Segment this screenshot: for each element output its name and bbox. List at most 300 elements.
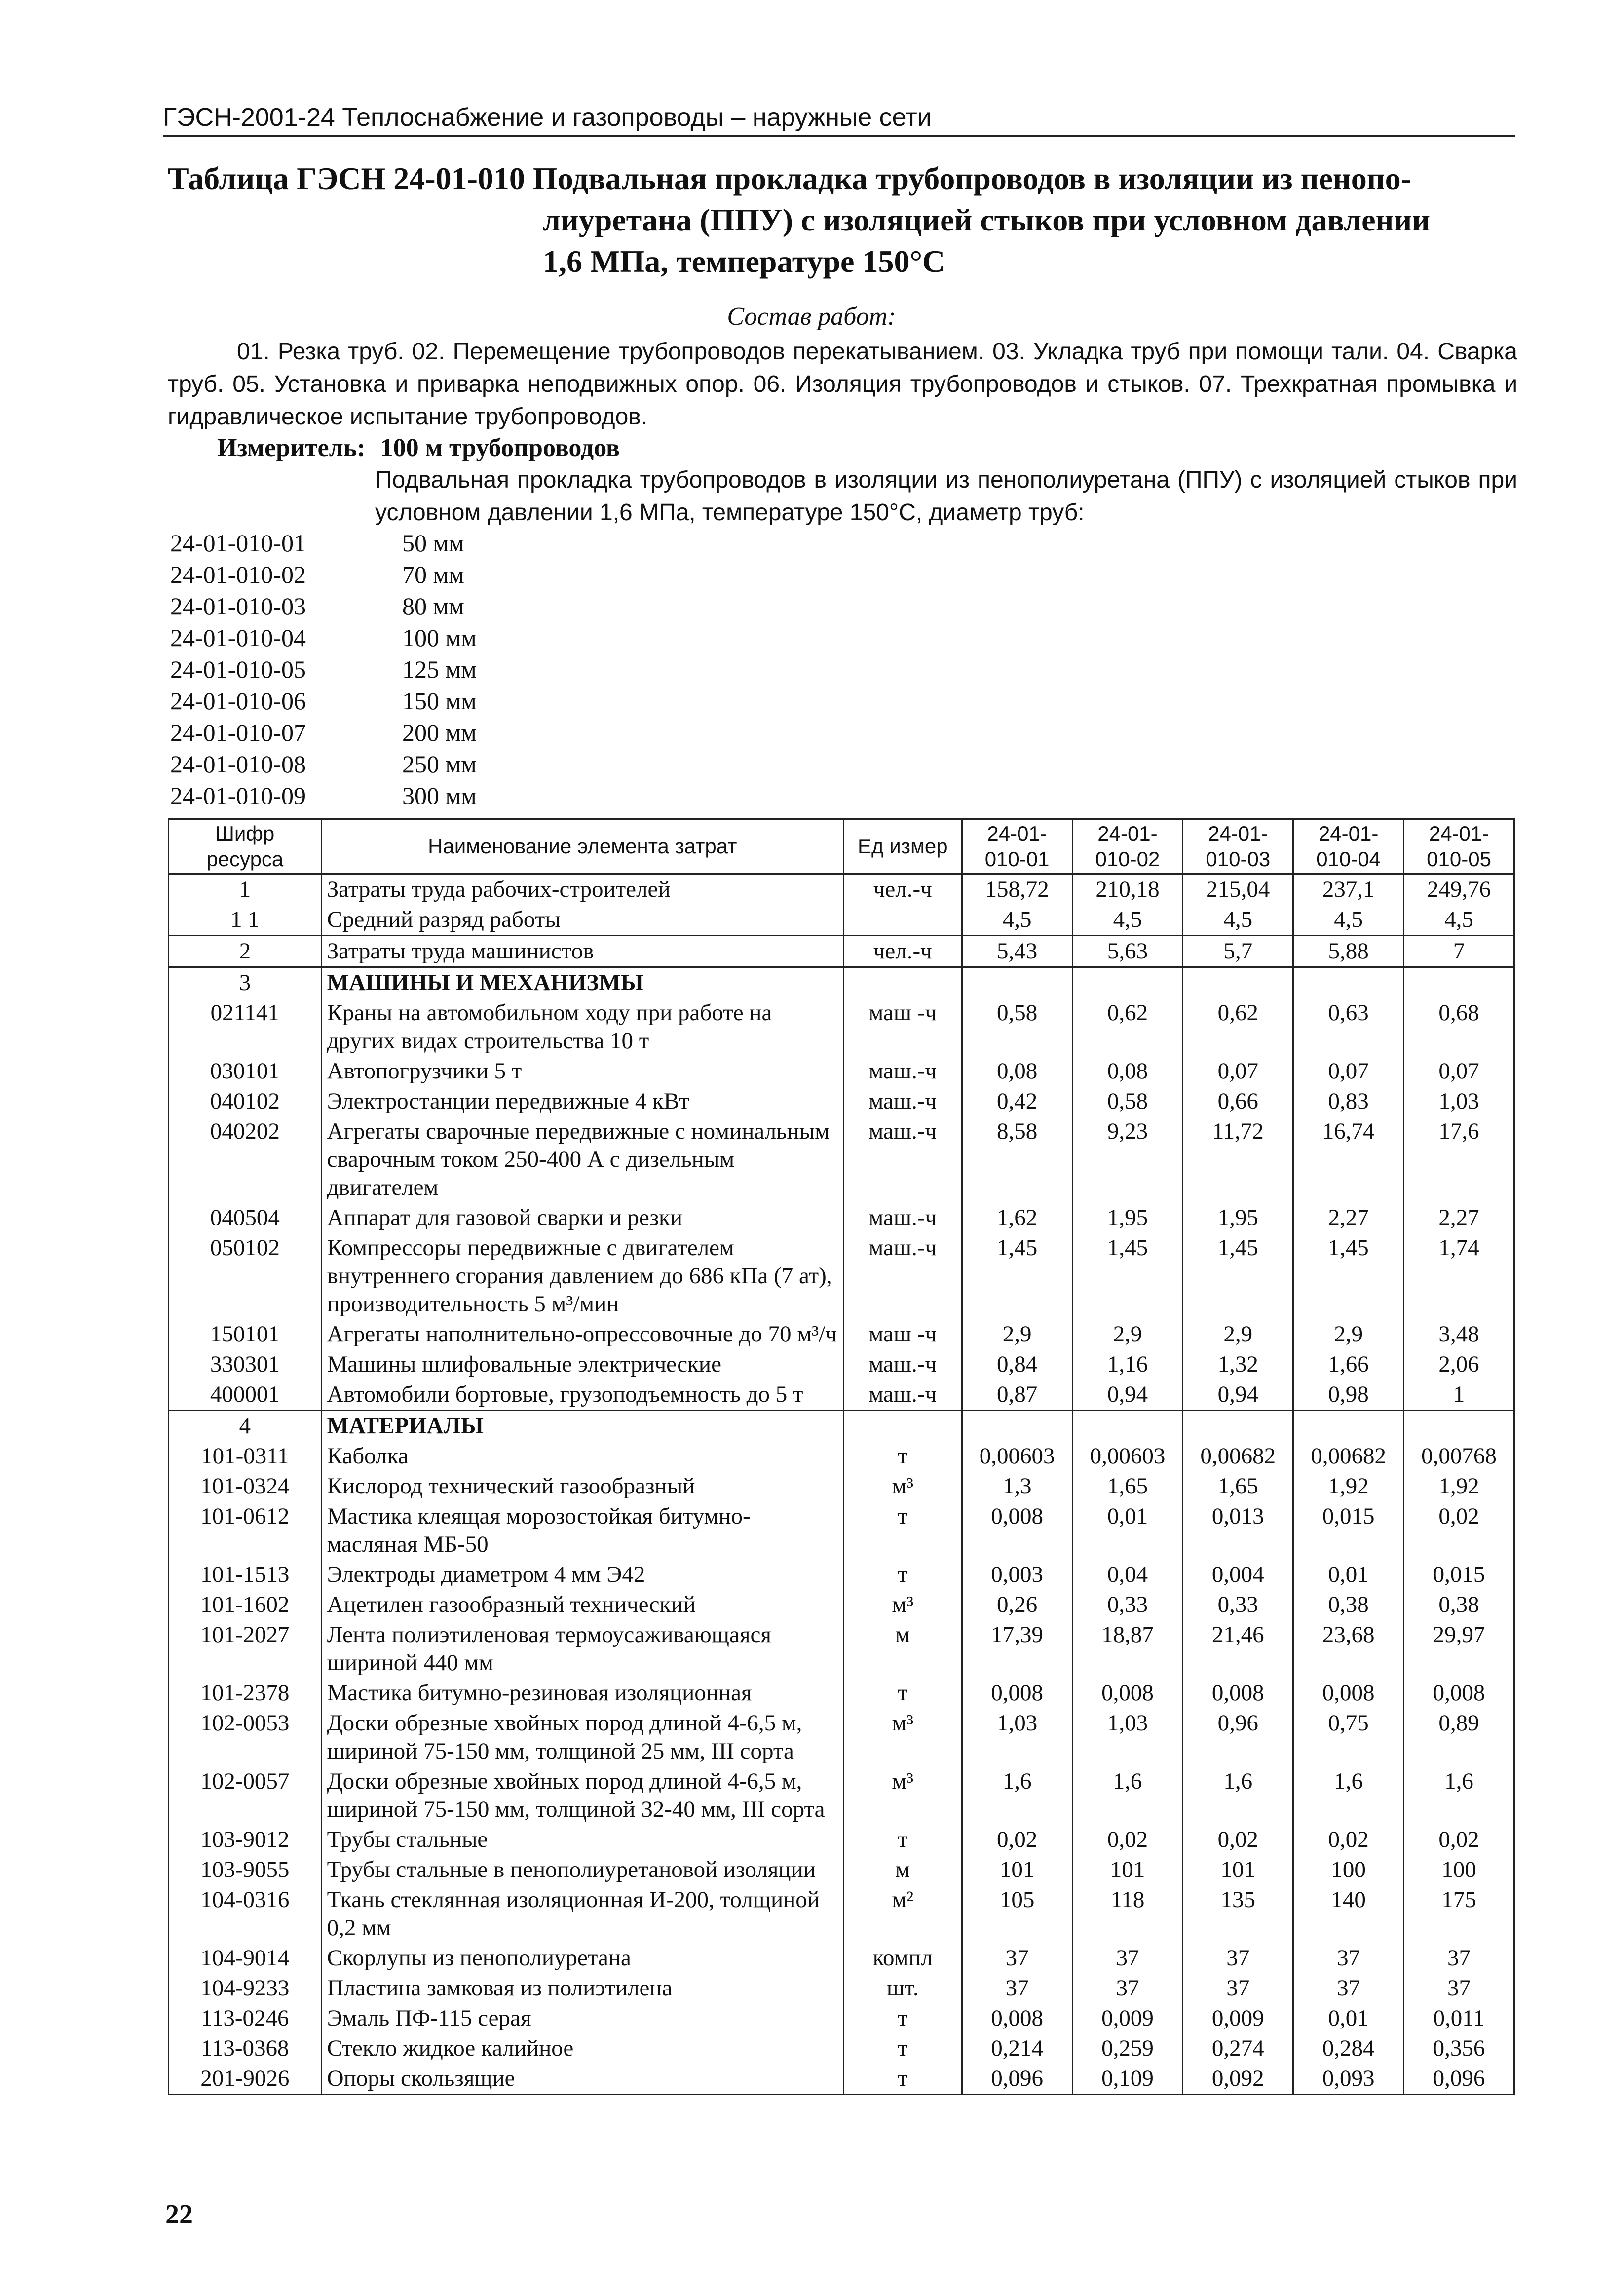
cell-name: Машины шлифовальные электрические [321, 1349, 843, 1379]
cell-value: 0,63 [1293, 998, 1404, 1056]
code-list-diameter: 250 мм [402, 750, 477, 778]
cell-name: Автомобили бортовые, грузоподъемность до 5 т [321, 1379, 843, 1411]
cell-value: 0,00682 [1183, 1441, 1293, 1471]
code-list-code: 24-01-010-07 [170, 719, 306, 746]
cell-value: 37 [1404, 1943, 1514, 1973]
cell-code: 400001 [169, 1379, 322, 1411]
table-row [169, 1471, 1514, 1501]
cell-value: 0,008 [962, 2003, 1072, 2033]
cell-value: 0,356 [1404, 2033, 1514, 2064]
table-body [169, 874, 1514, 2095]
cell-code: 021141 [169, 998, 322, 1056]
cell-value: 2,9 [1293, 1319, 1404, 1349]
cell-value: 1,03 [962, 1708, 1072, 1766]
cell-unit: м³ [843, 1766, 962, 1825]
table-row [169, 1056, 1514, 1086]
cell-code: 101-2378 [169, 1678, 322, 1708]
cell-value: 0,011 [1404, 2003, 1514, 2033]
table-row [169, 1560, 1514, 1590]
cell-value: 0,096 [962, 2064, 1072, 2095]
cell-value: 1,6 [1072, 1766, 1183, 1825]
cell-unit [843, 1411, 962, 1442]
cell-unit: т [843, 2033, 962, 2064]
cell-code: 104-9233 [169, 1973, 322, 2003]
title-line-3: 1,6 МПа, температуре 150°С [543, 244, 945, 279]
cell-code: 104-0316 [169, 1885, 322, 1943]
cell-unit: маш.-ч [843, 1203, 962, 1233]
table-row [169, 1708, 1514, 1766]
cell-value: 0,015 [1404, 1560, 1514, 1590]
cell-unit: т [843, 1501, 962, 1560]
cell-value: 101 [1072, 1855, 1183, 1885]
cell-value: 0,58 [1072, 1086, 1183, 1116]
cell-unit: м³ [843, 1590, 962, 1620]
cell-code: 101-1602 [169, 1590, 322, 1620]
cell-code: 101-0612 [169, 1501, 322, 1560]
cell-name: Пластина замковая из полиэтилена [321, 1973, 843, 2003]
code-list-item [170, 685, 477, 717]
cell-value [962, 1411, 1072, 1442]
cell-unit: маш.-ч [843, 1056, 962, 1086]
cell-value: 0,42 [962, 1086, 1072, 1116]
cell-code: 3 [169, 967, 322, 998]
cell-value: 0,096 [1404, 2064, 1514, 2095]
cell-name: Электростанции передвижные 4 кВт [321, 1086, 843, 1116]
cell-code: 101-2027 [169, 1620, 322, 1678]
table-row [169, 2003, 1514, 2033]
cell-value: 4,5 [1404, 905, 1514, 936]
cell-value: 37 [1404, 1973, 1514, 2003]
cell-name: Компрессоры передвижные с двигателем внутреннего сгорания давлением до 686 кПа (7 ат), производительность 5 м³/мин [321, 1233, 843, 1319]
cell-value: 249,76 [1404, 874, 1514, 905]
cell-code: 330301 [169, 1349, 322, 1379]
cell-value: 0,02 [1072, 1825, 1183, 1855]
code-list-code: 24-01-010-04 [170, 624, 306, 651]
cell-code: 1 [169, 874, 322, 905]
cell-value: 0,009 [1072, 2003, 1183, 2033]
table-row [169, 967, 1514, 998]
intro-text: Подвальная прокладка трубопроводов в изоляции из пенополиуретана (ППУ) с изоляцией стыков при условном давлении 1,6 МПа, температуре 150°С, диаметр труб: [375, 467, 1517, 526]
cell-value: 0,259 [1072, 2033, 1183, 2064]
table-row [169, 1379, 1514, 1411]
cell-value: 1,92 [1404, 1471, 1514, 1501]
cell-value: 8,58 [962, 1116, 1072, 1203]
table-row [169, 1411, 1514, 1442]
code-list-diameter: 200 мм [402, 719, 477, 746]
cell-value: 9,23 [1072, 1116, 1183, 1203]
cell-unit: т [843, 2003, 962, 2033]
cell-value: 0,66 [1183, 1086, 1293, 1116]
page-number: 22 [165, 2199, 193, 2230]
table-row [169, 1678, 1514, 1708]
cell-value [1183, 967, 1293, 998]
cell-value: 0,00603 [1072, 1441, 1183, 1471]
cell-value: 0,02 [962, 1825, 1072, 1855]
cell-value: 29,97 [1404, 1620, 1514, 1678]
table-row [169, 1441, 1514, 1471]
cell-value: 0,00603 [962, 1441, 1072, 1471]
cell-value: 37 [962, 1943, 1072, 1973]
table-row [169, 1086, 1514, 1116]
cell-value: 2,9 [962, 1319, 1072, 1349]
cell-code: 050102 [169, 1233, 322, 1319]
cell-value: 1,6 [962, 1766, 1072, 1825]
cell-name: Кислород технический газообразный [321, 1471, 843, 1501]
cell-value: 5,7 [1183, 936, 1293, 967]
cell-name: Опоры скользящие [321, 2064, 843, 2095]
table-row [169, 1943, 1514, 1973]
cell-code: 102-0053 [169, 1708, 322, 1766]
cell-value: 237,1 [1293, 874, 1404, 905]
cell-name: Доски обрезные хвойных пород длиной 4-6,5 м, шириной 75-150 мм, толщиной 25 мм, III сорта [321, 1708, 843, 1766]
table-row [169, 1319, 1514, 1349]
cell-value: 37 [1293, 1943, 1404, 1973]
cell-value: 0,214 [962, 2033, 1072, 2064]
cell-value: 0,07 [1404, 1056, 1514, 1086]
cell-value: 0,07 [1183, 1056, 1293, 1086]
cell-value: 18,87 [1072, 1620, 1183, 1678]
cell-unit: т [843, 1825, 962, 1855]
cell-code: 201-9026 [169, 2064, 322, 2095]
code-list-code: 24-01-010-09 [170, 782, 306, 809]
composition-heading: Состав работ: [727, 303, 896, 331]
cell-unit: чел.-ч [843, 874, 962, 905]
cell-value: 37 [1293, 1973, 1404, 2003]
table-row [169, 1620, 1514, 1678]
cell-value: 4,5 [1293, 905, 1404, 936]
cell-value: 0,02 [1404, 1501, 1514, 1560]
cell-value: 37 [962, 1973, 1072, 2003]
cell-value: 0,00768 [1404, 1441, 1514, 1471]
code-list-item [170, 559, 477, 590]
code-list-item [170, 622, 477, 653]
running-header: ГЭСН-2001-24 Теплоснабжение и газопроводы – наружные сети [163, 103, 1515, 137]
table-row [169, 998, 1514, 1056]
cell-value: 1,66 [1293, 1349, 1404, 1379]
code-list-diameter: 50 мм [402, 529, 464, 557]
cell-value: 0,109 [1072, 2064, 1183, 2095]
cell-value: 0,33 [1072, 1590, 1183, 1620]
header-col-5: 24-01-010-05 [1404, 819, 1514, 874]
measure-value: 100 м трубопроводов [380, 434, 620, 462]
cell-value [962, 967, 1072, 998]
code-list-code: 24-01-010-03 [170, 592, 306, 620]
title-line-1: Таблица ГЭСН 24-01-010 Подвальная прокладка трубопроводов в изоляции из пенопо- [168, 161, 1411, 196]
cell-value: 2,9 [1183, 1319, 1293, 1349]
cell-value: 0,008 [1183, 1678, 1293, 1708]
cell-unit: шт. [843, 1973, 962, 2003]
cell-value: 1,3 [962, 1471, 1072, 1501]
cell-code: 040102 [169, 1086, 322, 1116]
cell-name: Агрегаты наполнительно-опрессовочные до 70 м³/ч [321, 1319, 843, 1349]
cell-value: 2,27 [1404, 1203, 1514, 1233]
cell-value [1183, 1411, 1293, 1442]
cell-code: 113-0246 [169, 2003, 322, 2033]
measure [217, 433, 620, 462]
cell-code: 101-1513 [169, 1560, 322, 1590]
table-row [169, 1766, 1514, 1825]
cell-value: 1,45 [1072, 1233, 1183, 1319]
cell-name: Трубы стальные в пенополиуретановой изоляции [321, 1855, 843, 1885]
cell-value: 16,74 [1293, 1116, 1404, 1203]
cell-value: 0,87 [962, 1379, 1072, 1411]
cell-value: 0,01 [1293, 1560, 1404, 1590]
table-row [169, 1590, 1514, 1620]
cell-name: Мастика битумно-резиновая изоляционная [321, 1678, 843, 1708]
cell-value: 0,008 [1293, 1678, 1404, 1708]
table-row [169, 2064, 1514, 2095]
code-list-diameter: 300 мм [402, 782, 477, 809]
cell-value: 0,008 [1072, 1678, 1183, 1708]
cell-value: 21,46 [1183, 1620, 1293, 1678]
cell-code: 101-0324 [169, 1471, 322, 1501]
code-list-diameter: 100 мм [402, 624, 477, 651]
cell-value: 5,43 [962, 936, 1072, 967]
cell-value: 0,68 [1404, 998, 1514, 1056]
cell-unit: т [843, 1441, 962, 1471]
cell-value: 0,009 [1183, 2003, 1293, 2033]
header-name: Наименование элемента затрат [321, 819, 843, 874]
cell-name: МАТЕРИАЛЫ [321, 1411, 843, 1442]
table-row [169, 1885, 1514, 1943]
cell-value: 1,6 [1183, 1766, 1293, 1825]
cell-name: Затраты труда рабочих-строителей [321, 874, 843, 905]
code-list-diameter: 70 мм [402, 561, 464, 588]
header-col-2: 24-01-010-02 [1072, 819, 1183, 874]
cell-value: 0,94 [1072, 1379, 1183, 1411]
cell-unit: чел.-ч [843, 936, 962, 967]
cell-value: 0,08 [1072, 1056, 1183, 1086]
cell-value: 4,5 [962, 905, 1072, 936]
cell-value: 1,95 [1072, 1203, 1183, 1233]
cell-value: 1,65 [1072, 1471, 1183, 1501]
table-row [169, 1855, 1514, 1885]
cell-value: 1,6 [1404, 1766, 1514, 1825]
cell-value: 210,18 [1072, 874, 1183, 905]
cell-value: 0,33 [1183, 1590, 1293, 1620]
code-list-code: 24-01-010-05 [170, 655, 306, 683]
cell-value: 0,96 [1183, 1708, 1293, 1766]
cell-value [1293, 967, 1404, 998]
cell-unit: маш.-ч [843, 1086, 962, 1116]
table-row [169, 874, 1514, 905]
code-list-diameter: 150 мм [402, 687, 477, 715]
cell-value [1072, 967, 1183, 998]
table-row [169, 1973, 1514, 2003]
cell-unit: м³ [843, 1471, 962, 1501]
cell-value: 37 [1183, 1943, 1293, 1973]
cell-code: 102-0057 [169, 1766, 322, 1825]
cell-value: 0,284 [1293, 2033, 1404, 2064]
cell-value: 0,013 [1183, 1501, 1293, 1560]
table-header-row [169, 819, 1514, 874]
cell-name: Эмаль ПФ-115 серая [321, 2003, 843, 2033]
cell-name: Краны на автомобильном ходу при работе на других видах строительства 10 т [321, 998, 843, 1056]
cell-value: 0,75 [1293, 1708, 1404, 1766]
code-list-item [170, 780, 477, 811]
table-title [168, 158, 1515, 282]
code-list-code: 24-01-010-01 [170, 529, 306, 557]
cell-value: 0,94 [1183, 1379, 1293, 1411]
cell-value: 215,04 [1183, 874, 1293, 905]
cell-code: 150101 [169, 1319, 322, 1349]
cell-value: 0,008 [962, 1678, 1072, 1708]
cell-unit: м³ [843, 1708, 962, 1766]
cell-value: 2,27 [1293, 1203, 1404, 1233]
cell-code: 030101 [169, 1056, 322, 1086]
cell-value: 1,62 [962, 1203, 1072, 1233]
cell-unit: маш.-ч [843, 1233, 962, 1319]
cell-value [1072, 1411, 1183, 1442]
cell-value: 0,07 [1293, 1056, 1404, 1086]
header-unit: Ед измер [843, 819, 962, 874]
cell-code: 101-0311 [169, 1441, 322, 1471]
cell-code: 103-9012 [169, 1825, 322, 1855]
table-row [169, 1233, 1514, 1319]
cell-value: 0,83 [1293, 1086, 1404, 1116]
cell-value: 1,45 [962, 1233, 1072, 1319]
cell-name: Агрегаты сварочные передвижные с номинальным сварочным током 250-400 А с дизельным двигателем [321, 1116, 843, 1203]
cell-value [1293, 1411, 1404, 1442]
cell-name: Скорлупы из пенополиуретана [321, 1943, 843, 1973]
cell-code: 2 [169, 936, 322, 967]
cell-name: Затраты труда машинистов [321, 936, 843, 967]
cell-value: 37 [1072, 1943, 1183, 1973]
cell-value: 7 [1404, 936, 1514, 967]
resource-table [168, 818, 1515, 2095]
cell-name: Доски обрезные хвойных пород длиной 4-6,5 м, шириной 75-150 мм, толщиной 32-40 мм, III сорта [321, 1766, 843, 1825]
cell-value: 4,5 [1183, 905, 1293, 936]
header-col-4: 24-01-010-04 [1293, 819, 1404, 874]
cell-value: 101 [962, 1855, 1072, 1885]
cell-code: 4 [169, 1411, 322, 1442]
header-code: Шифр ресурса [169, 819, 322, 874]
cell-unit: маш -ч [843, 1319, 962, 1349]
cell-value: 5,63 [1072, 936, 1183, 967]
cell-unit: т [843, 1678, 962, 1708]
code-list-item [170, 590, 477, 622]
cell-value: 158,72 [962, 874, 1072, 905]
cell-name: Трубы стальные [321, 1825, 843, 1855]
cell-code: 040504 [169, 1203, 322, 1233]
cell-name: Стекло жидкое калийное [321, 2033, 843, 2064]
code-list-diameter: 125 мм [402, 655, 477, 683]
cell-name: Мастика клеящая морозостойкая битумно-масляная МБ-50 [321, 1501, 843, 1560]
cell-name: Электроды диаметром 4 мм Э42 [321, 1560, 843, 1590]
cell-value: 1,6 [1293, 1766, 1404, 1825]
cell-value: 118 [1072, 1885, 1183, 1943]
cell-value: 5,88 [1293, 936, 1404, 967]
cell-name: МАШИНЫ И МЕХАНИЗМЫ [321, 967, 843, 998]
cell-code: 1 1 [169, 905, 322, 936]
cell-value: 0,62 [1072, 998, 1183, 1056]
code-list-diameter: 80 мм [402, 592, 464, 620]
cell-value: 0,58 [962, 998, 1072, 1056]
cell-value: 0,02 [1293, 1825, 1404, 1855]
cell-unit [843, 967, 962, 998]
cell-value: 0,08 [962, 1056, 1072, 1086]
cell-unit [843, 905, 962, 936]
cell-value: 100 [1293, 1855, 1404, 1885]
cell-value: 0,02 [1183, 1825, 1293, 1855]
cell-value: 105 [962, 1885, 1072, 1943]
code-list-code: 24-01-010-02 [170, 561, 306, 588]
cell-value: 2,06 [1404, 1349, 1514, 1379]
table-row [169, 1349, 1514, 1379]
table-row [169, 1501, 1514, 1560]
table-row [169, 1203, 1514, 1233]
cell-value: 0,89 [1404, 1708, 1514, 1766]
cell-value: 0,004 [1183, 1560, 1293, 1590]
cell-value: 0,008 [962, 1501, 1072, 1560]
cell-name: Каболка [321, 1441, 843, 1471]
cell-value: 0,015 [1293, 1501, 1404, 1560]
code-list-code: 24-01-010-08 [170, 750, 306, 778]
cell-value: 1,32 [1183, 1349, 1293, 1379]
code-list-item [170, 653, 477, 685]
cell-value: 0,26 [962, 1590, 1072, 1620]
cell-value: 0,003 [962, 1560, 1072, 1590]
cell-value: 2,9 [1072, 1319, 1183, 1349]
cell-value: 100 [1404, 1855, 1514, 1885]
cell-value: 4,5 [1072, 905, 1183, 936]
cell-unit: маш -ч [843, 998, 962, 1056]
cell-code: 104-9014 [169, 1943, 322, 1973]
header-col-3: 24-01-010-03 [1183, 819, 1293, 874]
cell-value: 0,01 [1072, 1501, 1183, 1560]
cell-value: 37 [1072, 1973, 1183, 2003]
cell-value: 1,03 [1072, 1708, 1183, 1766]
measure-label: Измеритель: [217, 434, 366, 462]
cell-value: 1,92 [1293, 1471, 1404, 1501]
cell-name: Ткань стеклянная изоляционная И-200, толщиной 0,2 мм [321, 1885, 843, 1943]
table-row [169, 1116, 1514, 1203]
cell-value: 0,274 [1183, 2033, 1293, 2064]
header-col-1: 24-01-010-01 [962, 819, 1072, 874]
cell-value: 0,092 [1183, 2064, 1293, 2095]
cell-code: 113-0368 [169, 2033, 322, 2064]
cell-unit: маш.-ч [843, 1379, 962, 1411]
cell-value: 0,01 [1293, 2003, 1404, 2033]
cell-value: 1,45 [1183, 1233, 1293, 1319]
cell-value: 17,6 [1404, 1116, 1514, 1203]
cell-value: 17,39 [962, 1620, 1072, 1678]
composition-text: 01. Резка труб. 02. Перемещение трубопроводов перекатыванием. 03. Укладка труб при помощи тали. 04. Сварка труб. 05. Установка и приварка неподвижных опор. 06. Изоляция трубопроводов и стыков. 07. Трехкратная промывка и гидравлическое испытание трубопроводов. [168, 339, 1517, 430]
cell-value: 0,02 [1404, 1825, 1514, 1855]
cell-unit: м [843, 1620, 962, 1678]
cell-value: 0,98 [1293, 1379, 1404, 1411]
cell-value: 0,00682 [1293, 1441, 1404, 1471]
cell-value: 0,04 [1072, 1560, 1183, 1590]
cell-value: 1,45 [1293, 1233, 1404, 1319]
cell-name: Автопогрузчики 5 т [321, 1056, 843, 1086]
code-list-item [170, 527, 477, 559]
cell-name: Ацетилен газообразный технический [321, 1590, 843, 1620]
cell-value: 0,38 [1404, 1590, 1514, 1620]
cell-code: 103-9055 [169, 1855, 322, 1885]
code-list-item [170, 717, 477, 748]
cell-value: 1 [1404, 1379, 1514, 1411]
cell-value: 140 [1293, 1885, 1404, 1943]
cell-value: 11,72 [1183, 1116, 1293, 1203]
cell-code: 040202 [169, 1116, 322, 1203]
cell-value: 175 [1404, 1885, 1514, 1943]
cell-value: 3,48 [1404, 1319, 1514, 1349]
table-row [169, 905, 1514, 936]
cell-value: 1,95 [1183, 1203, 1293, 1233]
code-list [170, 527, 477, 811]
cell-unit: м² [843, 1885, 962, 1943]
